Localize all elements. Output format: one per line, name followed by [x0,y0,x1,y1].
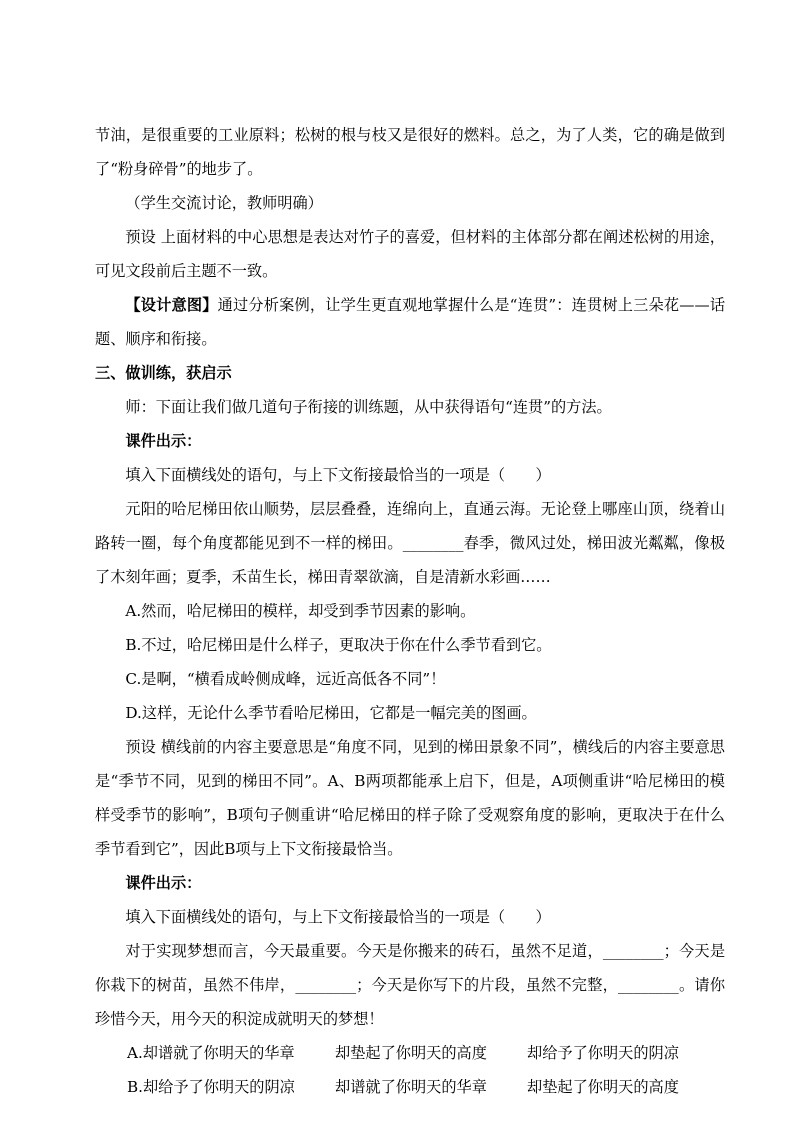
question-passage-2: 对于实现梦想而言，今天最重要。今天是你搬来的砖石，虽然不足道，________；今天是你栽下的树苗，虽然不伟岸，________；今天是你写下的片段，虽然不完整，________。请你珍惜今天，用今天的积淀成就明天的梦想！ [95,942,725,1028]
option-row-2a [95,1036,725,1070]
option-1a: A.然而，哈尼梯田的模样，却受到季节因素的影响。 [125,602,476,620]
document-body [95,118,725,1104]
question-prompt-1: 填入下面横线处的语句，与上下文衔接最恰当的一项是（ ） [125,466,551,484]
paragraph-preset-answer-1: 预设 上面材料的中心思想是表达对竹子的喜爱，但材料的主体部分都在阐述松树的用途，可见文段前后主题不一致。 [95,228,725,280]
option-2a-part3: 却给予了你明天的阴凉 [527,1044,679,1062]
option-2a-part1: A.却谱就了你明天的华章 [127,1044,295,1062]
option-2a-part2: 却垫起了你明天的高度 [335,1044,487,1062]
paragraph-preset-answer-2: 预设 横线前的内容主要意思是“角度不同，见到的梯田景象不同”，横线后的内容主要意思是“季节不同，见到的梯田不同”。A、B两项都能承上启下，但是，A项侧重讲“哈尼梯田的模样受季节的影响”，B项句子侧重讲“哈尼梯田的样子除了受观察角度的影响，更取决于在什么季节看到它”，因此B项与上下文衔接最恰当。 [95,738,725,858]
option-1d: D.这样，无论什么季节看哈尼梯田，它都是一幅完美的图画。 [125,704,537,722]
question-passage-1: 元阳的哈尼梯田依山顺势，层层叠叠，连绵向上，直通云海。无论登上哪座山顶，绕着山路转一圈，每个角度都能见到不一样的梯田。________春季，微风过处，梯田波光粼粼，像极了木刻年画；夏季，禾苗生长，梯田青翠欲滴，自是清新水彩画…… [95,500,725,586]
section-heading-3: 三、做训练，获启示 [95,364,232,382]
option-1c: C.是啊，“横看成岭侧成峰，远近高低各不同”！ [125,670,446,688]
paragraph-discussion-note: （学生交流讨论，教师明确） [125,194,323,212]
option-2b-part1: B.却给予了你明天的阴凉 [127,1078,295,1096]
option-2b-part2: 却谱就了你明天的华章 [335,1078,487,1096]
option-1b: B.不过，哈尼梯田是什么样子，更取决于你在什么季节看到它。 [125,636,552,654]
option-row-2b [95,1070,725,1104]
design-intent-label: 【设计意图】 [125,296,218,314]
design-intent-text: 通过分析案例，让学生更直观地掌握什么是“连贯”：连贯树上三朵花——话题、顺序和衔接。 [95,296,726,348]
question-prompt-2: 填入下面横线处的语句，与上下文衔接最恰当的一项是（ ） [125,908,551,926]
paragraph-design-intent [95,288,725,356]
option-2b-part3: 却垫起了你明天的高度 [527,1078,679,1096]
courseware-label-1: 课件出示： [125,432,202,450]
courseware-label-2: 课件出示： [125,874,202,892]
paragraph-pine-uses: 节油，是很重要的工业原料；松树的根与枝又是很好的燃料。总之，为了人类，它的确是做到了“粉身碎骨”的地步了。 [95,126,725,178]
paragraph-teacher-intro: 师：下面让我们做几道句子衔接的训练题，从中获得语句“连贯”的方法。 [125,398,612,416]
